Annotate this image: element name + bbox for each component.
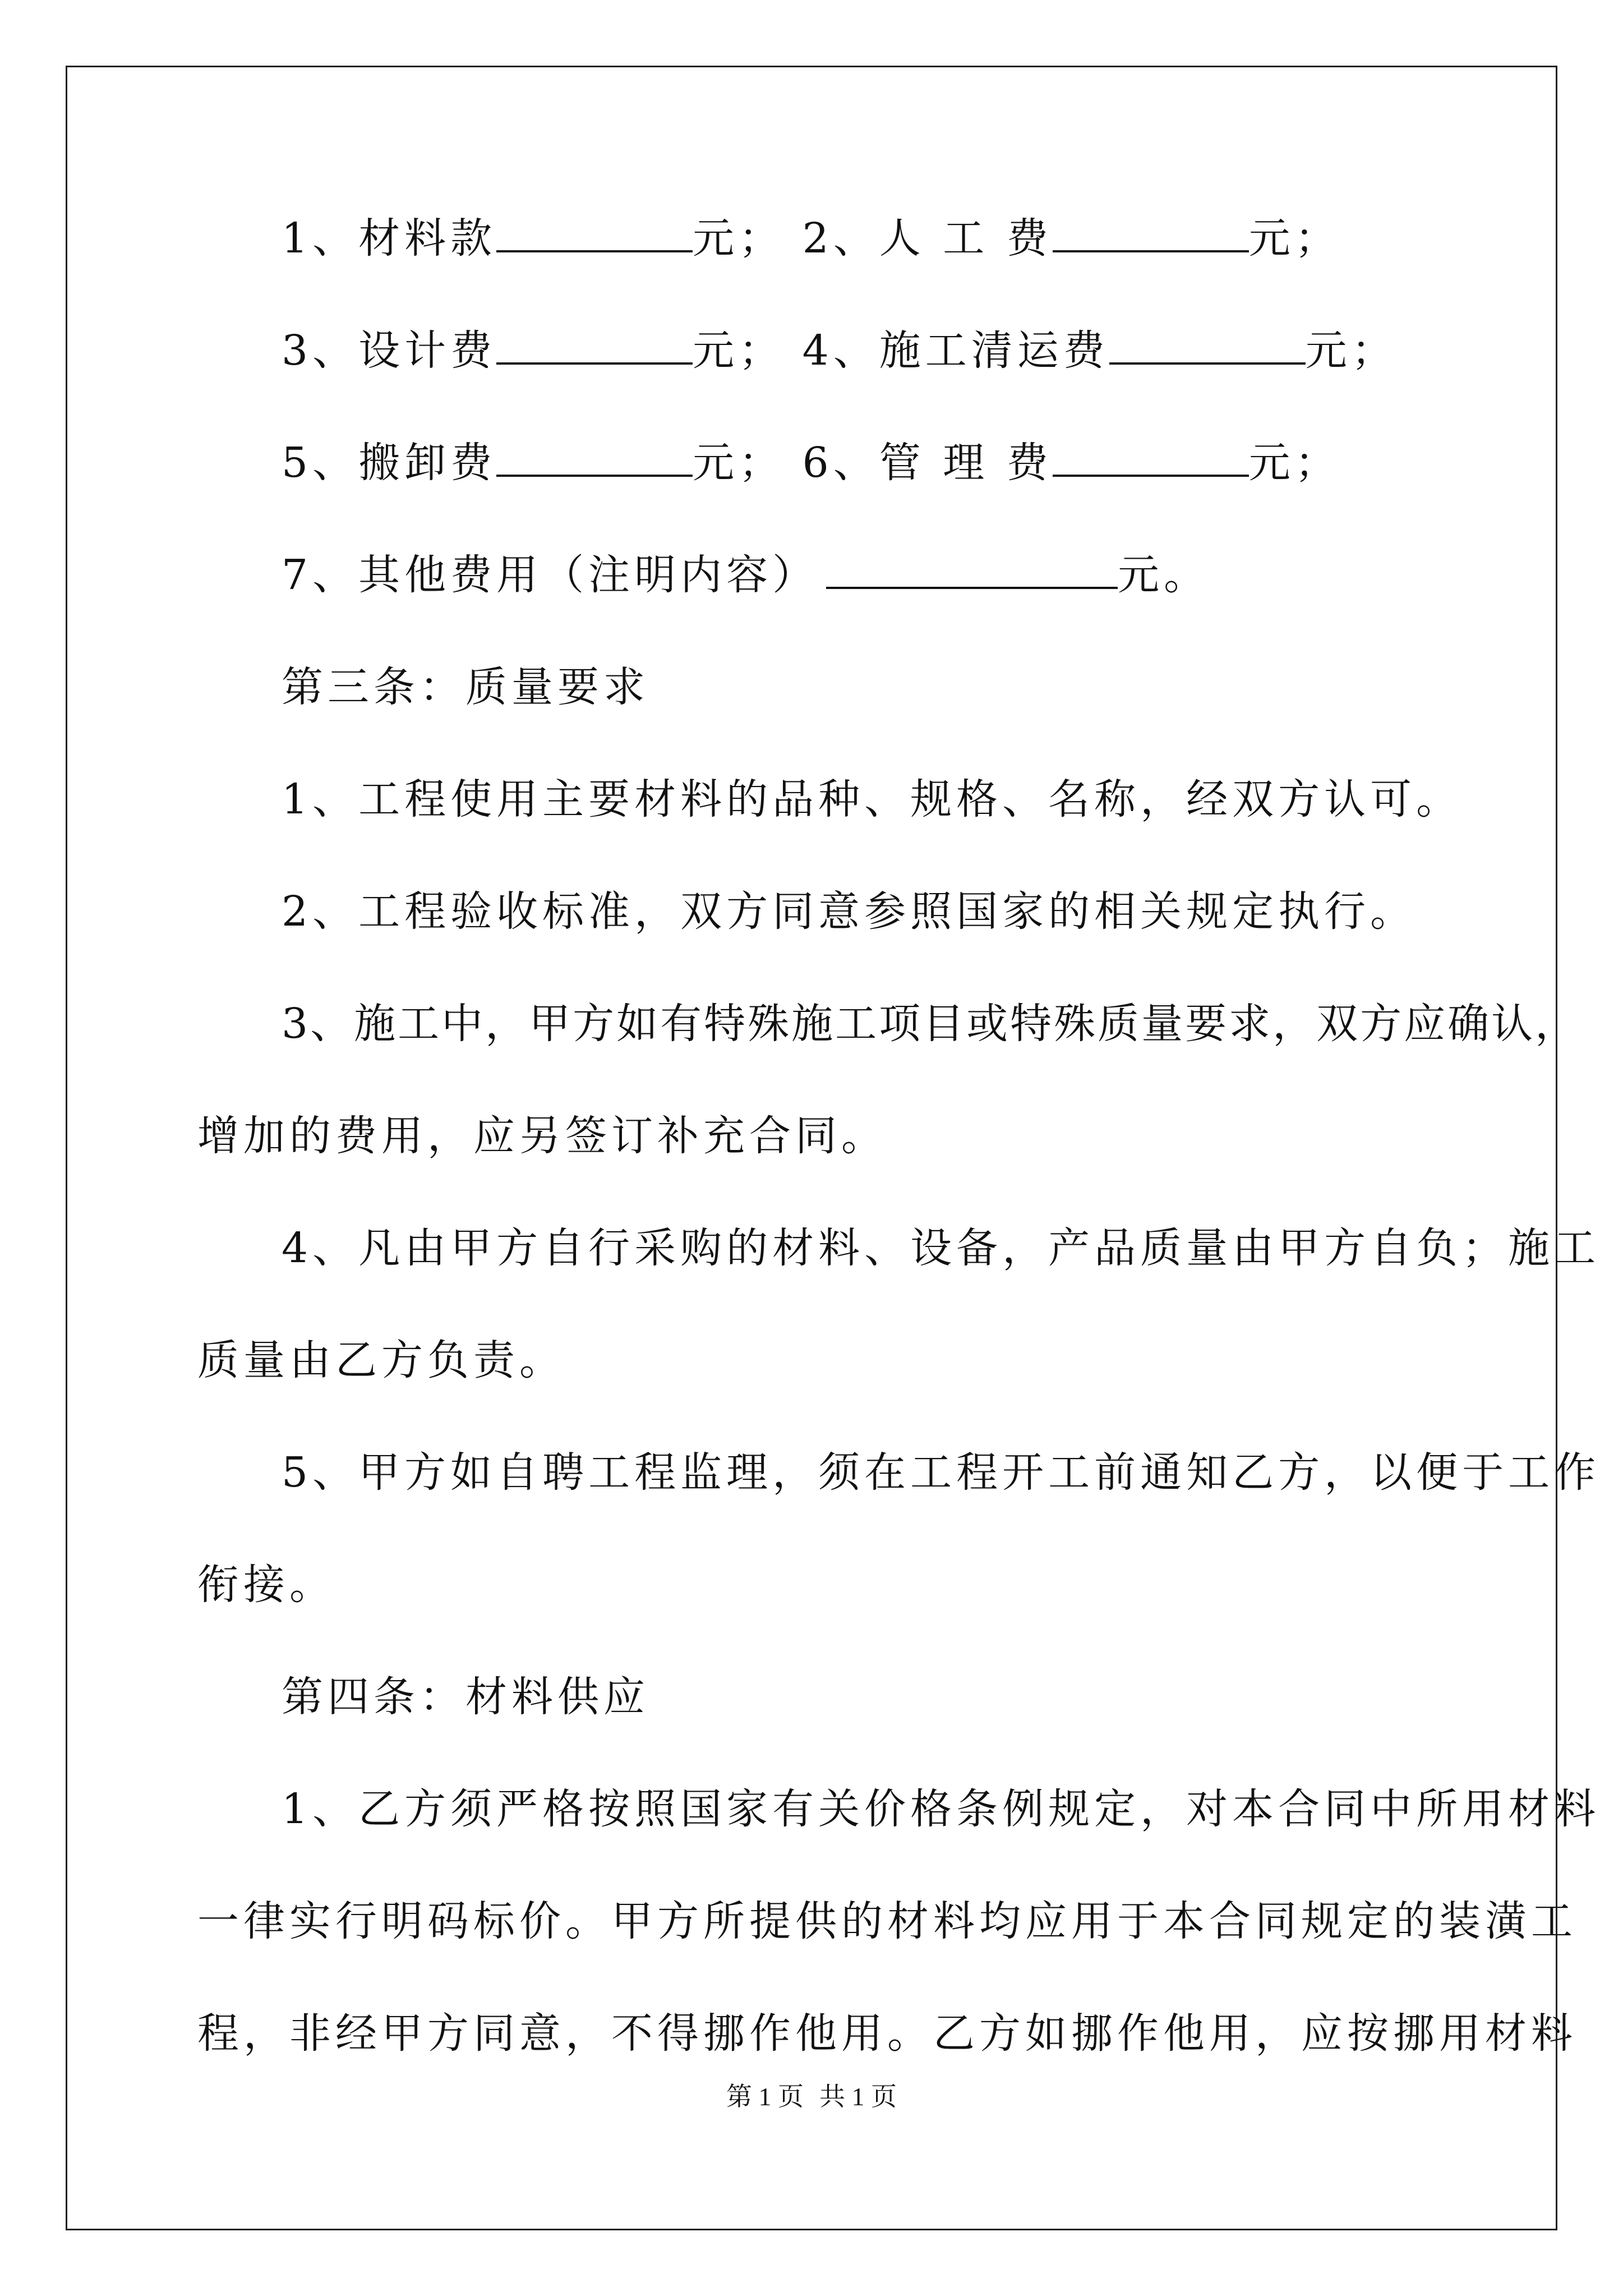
- fee-line-other: [282, 550, 1210, 600]
- fee-label: 2、人 工 费: [802, 214, 1053, 263]
- fee-label: 1、材料款: [282, 214, 497, 263]
- fee-label: 4、施工清运费: [802, 326, 1109, 375]
- paragraph-line: 1、工程使用主要材料的品种、规格、名称，经双方认可。: [282, 775, 1463, 823]
- fee-unit: 元；: [693, 439, 785, 487]
- page-number: 第 1 页: [726, 2082, 804, 2111]
- paragraph-line: 5、甲方如自聘工程监理，须在工程开工前通知乙方，以便于工作: [282, 1448, 1601, 1497]
- fill-blank: [496, 438, 693, 477]
- fill-blank: [1053, 213, 1249, 252]
- fill-blank: [496, 325, 693, 365]
- fill-blank: [1109, 325, 1306, 365]
- page-footer: [0, 2080, 1623, 2114]
- fee-unit: 元。: [1118, 551, 1210, 599]
- fill-blank: [496, 213, 693, 252]
- fee-unit: 元；: [693, 326, 785, 375]
- fee-label: 5、搬卸费: [282, 439, 497, 487]
- fee-unit: 元；: [693, 214, 785, 263]
- paragraph-line: 1、乙方须严格按照国家有关价格条例规定，对本合同中所用材料: [282, 1785, 1601, 1833]
- paragraph-line: 一律实行明码标价。甲方所提供的材料均应用于本合同规定的装潢工: [197, 1897, 1577, 1945]
- fee-label: 6、管 理 费: [802, 439, 1053, 487]
- fee-line-1: [282, 213, 1341, 264]
- paragraph-line: 质量由乙方负责。: [197, 1336, 565, 1384]
- fill-blank: [1053, 438, 1249, 477]
- section-heading: 第四条：材料供应: [282, 1673, 649, 1721]
- fee-unit: 元；: [1248, 214, 1341, 263]
- fill-blank: [826, 550, 1118, 589]
- paragraph-line: 4、凡由甲方自行采购的材料、设备，产品质量由甲方自负；施工: [282, 1224, 1601, 1272]
- paragraph-line: 程，非经甲方同意，不得挪作他用。乙方如挪作他用，应按挪用材料: [197, 2009, 1577, 2058]
- fee-line-2: [282, 325, 1398, 376]
- fee-label: 3、设计费: [282, 326, 497, 375]
- paragraph-line: 衔接。: [197, 1561, 335, 1609]
- paragraph-line: 3、施工中，甲方如有特殊施工项目或特殊质量要求，双方应确认，: [282, 1000, 1579, 1048]
- fee-label: 7、其他费用（注明内容）: [282, 551, 819, 599]
- fee-line-3: [282, 438, 1341, 488]
- fee-unit: 元；: [1248, 439, 1341, 487]
- fee-unit: 元；: [1305, 326, 1398, 375]
- section-heading: 第三条：质量要求: [282, 663, 649, 711]
- paragraph-line: 增加的费用，应另签订补充合同。: [197, 1112, 887, 1160]
- paragraph-line: 2、工程验收标准，双方同意参照国家的相关规定执行。: [282, 887, 1417, 936]
- page-total: 共 1 页: [819, 2082, 897, 2111]
